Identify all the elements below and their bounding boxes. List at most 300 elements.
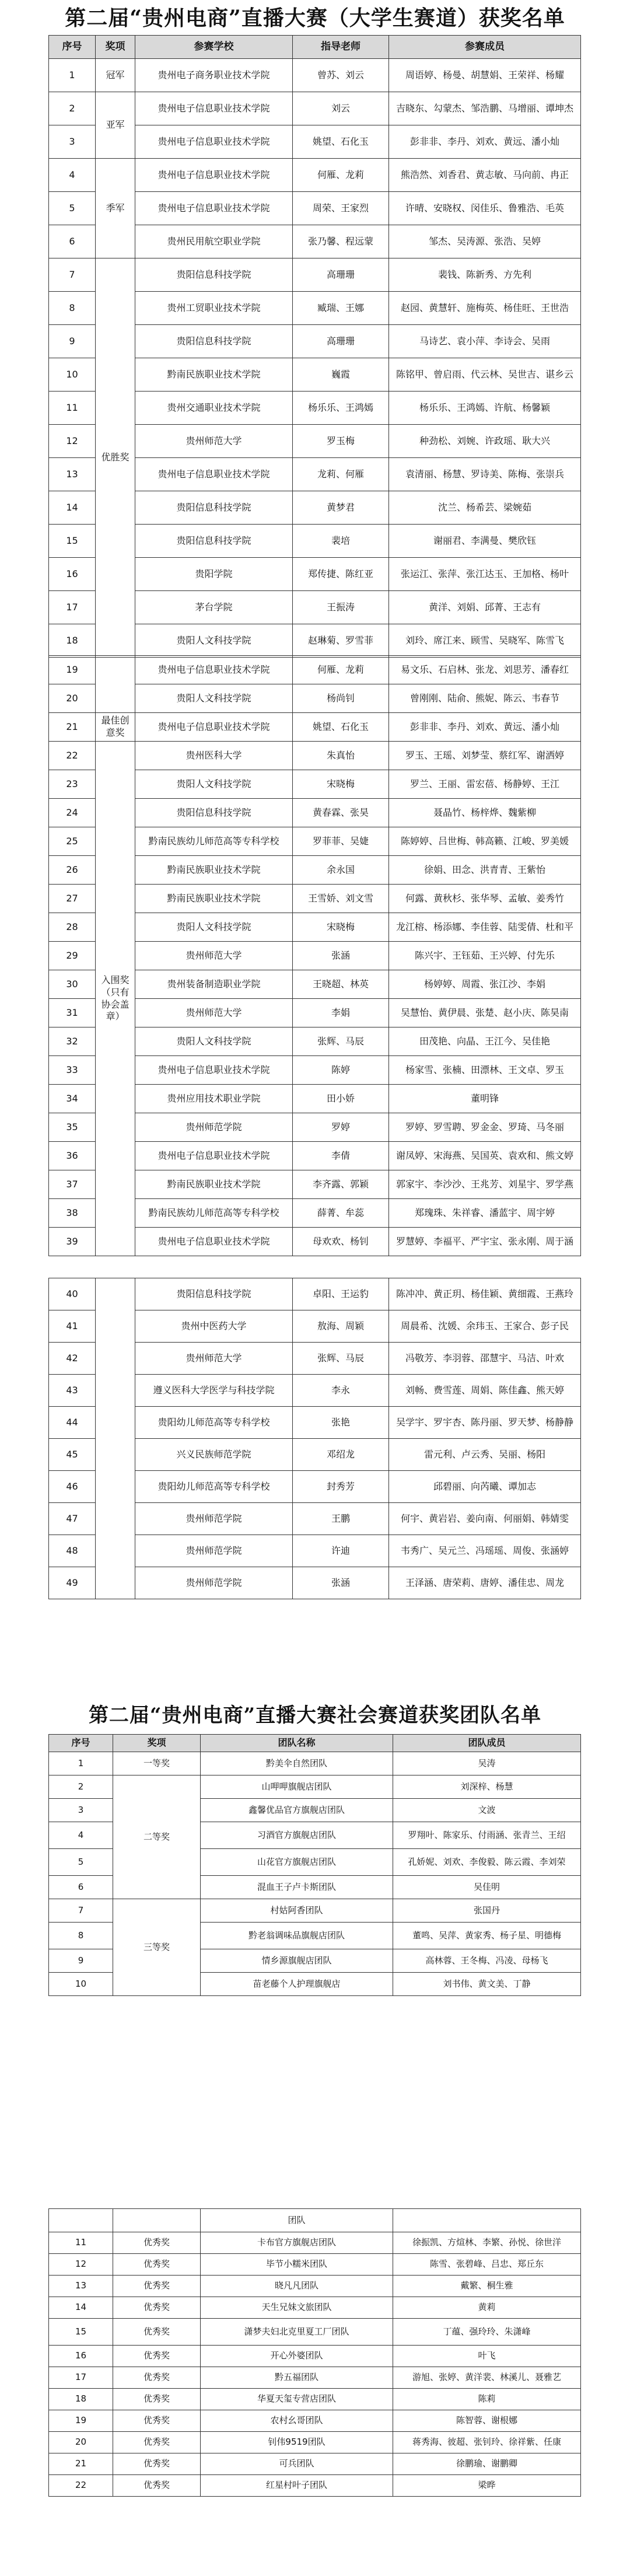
row-no: 43 — [49, 1375, 96, 1407]
row-no: 31 — [49, 999, 96, 1027]
table-row — [49, 713, 581, 742]
teacher-cell: 宋晓梅 — [293, 770, 389, 799]
award-cell: 优秀奖 — [113, 2346, 201, 2367]
award-cell: 冠军 — [96, 59, 135, 92]
school-cell: 贵阳幼儿师范高等专科学校 — [135, 1407, 293, 1439]
table-row — [49, 2254, 581, 2276]
team-members: 文波 — [393, 1799, 581, 1822]
teacher-cell: 巍霞 — [293, 358, 389, 392]
table-row — [49, 742, 581, 770]
school-cell: 贵州电子信息职业技术学院 — [135, 458, 293, 491]
row-no: 1 — [49, 1752, 113, 1775]
school-cell: 黔南民族幼儿师范高等专科学校 — [135, 827, 293, 856]
teacher-cell: 罗玉梅 — [293, 425, 389, 458]
row-no: 36 — [49, 1142, 96, 1170]
row-no: 22 — [49, 2475, 113, 2497]
team-name: 黔美伞自然团队 — [201, 1752, 393, 1775]
table-row — [49, 1775, 581, 1799]
col-header-no: 序号 — [49, 36, 96, 59]
award-cell: 入围奖（只有协会盖章） — [96, 742, 135, 1256]
members-cell: 徐娟、田念、洪青青、王紫怡 — [389, 856, 581, 885]
row-no: 11 — [49, 392, 96, 425]
row-no: 4 — [49, 1822, 113, 1849]
teacher-cell: 王振涛 — [293, 591, 389, 624]
school-cell: 贵州师范大学 — [135, 1343, 293, 1375]
team-members: 董鸣、吴萍、黄家秀、杨子星、明德梅 — [393, 1923, 581, 1949]
members-cell: 袁清丽、杨慧、罗诗美、陈梅、张崇兵 — [389, 458, 581, 491]
members-cell: 彭非非、李丹、刘欢、黄远、潘小灿 — [389, 125, 581, 159]
col-header-members: 参赛成员 — [389, 36, 581, 59]
members-cell: 杨乐乐、王鸿嫣、许航、杨馨颖 — [389, 392, 581, 425]
row-no: 6 — [49, 225, 96, 258]
team-members: 黄莉 — [393, 2297, 581, 2319]
table-row — [49, 1899, 581, 1923]
members-cell: 黄洋、刘娟、邱菁、王志有 — [389, 591, 581, 624]
teacher-cell: 赵琳菊、罗雪菲 — [293, 624, 389, 658]
row-no: 20 — [49, 2432, 113, 2453]
row-no: 34 — [49, 1085, 96, 1113]
col-header-no: 序号 — [49, 1735, 113, 1752]
school-cell: 贵州电子信息职业技术学院 — [135, 125, 293, 159]
row-no: 27 — [49, 885, 96, 913]
row-no: 20 — [49, 684, 96, 713]
members-cell: 罗慧婷、李福平、严宇宝、张永刚、周于涵 — [389, 1228, 581, 1256]
team-members: 刘书伟、黄文美、丁静 — [393, 1973, 581, 1996]
members-cell: 周语婷、杨曼、胡慧娟、王荣祥、杨耀 — [389, 59, 581, 92]
row-no: 21 — [49, 2453, 113, 2475]
award-cell: 优秀奖 — [113, 2475, 201, 2497]
teacher-cell: 王鹏 — [293, 1503, 389, 1535]
award-cell: 优秀奖 — [113, 2367, 201, 2389]
school-cell: 贵州师范学院 — [135, 1113, 293, 1142]
members-cell: 陈冲冲、黄正玥、杨佳颖、黄细霞、王燕玲 — [389, 1278, 581, 1310]
teacher-cell: 薛菁、牟蕊 — [293, 1199, 389, 1228]
team-members: 张国丹 — [393, 1899, 581, 1923]
members-cell: 种劲松、刘婉、许政瑶、耿大兴 — [389, 425, 581, 458]
teacher-cell: 田小娇 — [293, 1085, 389, 1113]
row-no: 21 — [49, 713, 96, 742]
teacher-cell: 张涵 — [293, 942, 389, 970]
school-cell: 黔南民族职业技术学院 — [135, 1170, 293, 1199]
row-no: 42 — [49, 1343, 96, 1375]
members-cell: 刘玲、席江来、顾雪、吴晓军、陈雪飞 — [389, 624, 581, 658]
row-no: 15 — [49, 2319, 113, 2346]
school-cell: 贵州电子信息职业技术学院 — [135, 192, 293, 225]
members-cell: 刘畅、费雪莲、周娟、陈佳鑫、熊天婷 — [389, 1375, 581, 1407]
award-cell: 优秀奖 — [113, 2410, 201, 2432]
row-no: 4 — [49, 159, 96, 192]
teacher-cell: 宋晓梅 — [293, 913, 389, 942]
table-row — [49, 2276, 581, 2297]
members-cell: 沈兰、杨希芸、梁婉茹 — [389, 491, 581, 525]
members-cell: 韦秀广、吴元兰、冯瑶瑶、周俊、张涵婷 — [389, 1535, 581, 1567]
school-cell: 贵州电子信息职业技术学院 — [135, 92, 293, 125]
student-awards-table-part2 — [48, 655, 581, 1256]
team-name: 山呷呷旗舰店团队 — [201, 1775, 393, 1799]
teacher-cell: 刘云 — [293, 92, 389, 125]
table-row — [49, 2410, 581, 2432]
school-cell: 贵阳信息科技学院 — [135, 525, 293, 558]
team-members: 徐鹏瑜、谢鹏卿 — [393, 2453, 581, 2475]
members-cell: 罗婷、罗雪聘、罗金金、罗琦、马冬丽 — [389, 1113, 581, 1142]
col-header-school: 参赛学校 — [135, 36, 293, 59]
row-no: 12 — [49, 425, 96, 458]
table-row — [49, 2232, 581, 2254]
row-no: 14 — [49, 491, 96, 525]
team-members: 戴繁、桐生雅 — [393, 2276, 581, 2297]
school-cell: 茅台学院 — [135, 591, 293, 624]
members-cell: 曾刚刚、陆俞、熊妮、陈云、韦春节 — [389, 684, 581, 713]
members-cell: 易文乐、石启林、张龙、刘思芳、潘春红 — [389, 656, 581, 684]
row-no: 48 — [49, 1535, 96, 1567]
row-no: 11 — [49, 2232, 113, 2254]
table-row — [49, 2475, 581, 2497]
teacher-cell: 余永国 — [293, 856, 389, 885]
school-cell: 贵州电子信息职业技术学院 — [135, 656, 293, 684]
school-cell: 贵州师范大学 — [135, 425, 293, 458]
award-cell: 季军 — [96, 159, 135, 258]
teacher-cell: 张辉、马辰 — [293, 1027, 389, 1056]
table-row — [49, 2319, 581, 2346]
members-cell: 裴钱、陈新秀、方先利 — [389, 258, 581, 292]
team-members: 吴涛 — [393, 1752, 581, 1775]
teacher-cell: 臧瑞、王娜 — [293, 292, 389, 325]
award-cell: 优秀奖 — [113, 2319, 201, 2346]
team-members: 陈莉 — [393, 2389, 581, 2410]
school-cell: 贵州装备制造职业学院 — [135, 970, 293, 999]
row-no: 13 — [49, 2276, 113, 2297]
teacher-cell: 何雁、龙莉 — [293, 159, 389, 192]
table-row — [49, 1278, 581, 1310]
members-cell: 雷元利、卢云秀、吴丽、杨阳 — [389, 1439, 581, 1471]
team-name: 卡布官方旗舰店团队 — [201, 2232, 393, 2254]
school-cell: 贵州电子信息职业技术学院 — [135, 159, 293, 192]
members-cell: 聂晶竹、杨梓烨、魏紫柳 — [389, 799, 581, 827]
school-cell: 贵阳人文科技学院 — [135, 1027, 293, 1056]
student-track-title: 第二届“贵州电商”直播大赛（大学生赛道）获奖名单 — [65, 6, 565, 30]
members-cell: 何宇、黄岩岩、姜向南、何丽娟、韩婧雯 — [389, 1503, 581, 1535]
school-cell: 贵阳信息科技学院 — [135, 1278, 293, 1310]
teacher-cell: 王晓超、林英 — [293, 970, 389, 999]
teacher-cell: 张乃馨、程远蒙 — [293, 225, 389, 258]
school-cell: 贵州电子信息职业技术学院 — [135, 1056, 293, 1085]
row-no: 13 — [49, 458, 96, 491]
members-cell: 杨婷婷、周霞、张江沙、李娟 — [389, 970, 581, 999]
team-name: 钊伟9519团队 — [201, 2432, 393, 2453]
row-no: 39 — [49, 1228, 96, 1256]
table-row — [49, 2432, 581, 2453]
col-header-teacher: 指导老师 — [293, 36, 389, 59]
award-cell: 最佳创意奖 — [96, 713, 135, 742]
row-no: 3 — [49, 125, 96, 159]
school-cell: 贵州电子信息职业技术学院 — [135, 1228, 293, 1256]
team-members: 叶飞 — [393, 2346, 581, 2367]
col-header-team-members: 团队成员 — [393, 1735, 581, 1752]
table-row — [49, 2389, 581, 2410]
award-cell: 三等奖 — [113, 1899, 201, 1996]
award-cell: 优秀奖 — [113, 2254, 201, 2276]
row-no: 19 — [49, 2410, 113, 2432]
row-no: 44 — [49, 1407, 96, 1439]
col-header-team: 团队名称 — [201, 1735, 393, 1752]
teacher-cell: 龙莉、何雁 — [293, 458, 389, 491]
student-awards-table-part3 — [48, 1278, 581, 1599]
school-cell: 兴义民族师范学院 — [135, 1439, 293, 1471]
members-cell: 王泽涵、唐荣莉、唐婷、潘佳忠、周龙 — [389, 1567, 581, 1599]
award-cell: 二等奖 — [113, 1775, 201, 1899]
teacher-cell: 朱真怡 — [293, 742, 389, 770]
col-header-award: 奖项 — [96, 36, 135, 59]
award-cell: 优秀奖 — [113, 2297, 201, 2319]
student-awards-table-part1 — [48, 35, 581, 658]
team-members: 梁晔 — [393, 2475, 581, 2497]
row-no: 9 — [49, 325, 96, 358]
team-name: 村姑阿香团队 — [201, 1899, 393, 1923]
teacher-cell: 陈婷 — [293, 1056, 389, 1085]
team-name: 习酒官方旗舰店团队 — [201, 1822, 393, 1849]
subheader-label: 团队 — [201, 2209, 393, 2232]
team-members: 吴佳明 — [393, 1876, 581, 1899]
table-row — [49, 2297, 581, 2319]
school-cell: 贵州师范学院 — [135, 1567, 293, 1599]
team-members: 陈智蓉、谢根娜 — [393, 2410, 581, 2432]
members-cell: 陈兴宇、王钰茹、王兴婷、付先乐 — [389, 942, 581, 970]
row-no: 49 — [49, 1567, 96, 1599]
teacher-cell: 罗菲菲、吴婕 — [293, 827, 389, 856]
school-cell: 贵州医科大学 — [135, 742, 293, 770]
row-no: 22 — [49, 742, 96, 770]
school-cell: 贵阳人文科技学院 — [135, 913, 293, 942]
teacher-cell: 李齐露、郭颖 — [293, 1170, 389, 1199]
row-no: 9 — [49, 1949, 113, 1973]
award-cell: 亚军 — [96, 92, 135, 159]
team-name: 黔五福团队 — [201, 2367, 393, 2389]
row-no: 32 — [49, 1027, 96, 1056]
row-no: 16 — [49, 2346, 113, 2367]
row-no: 12 — [49, 2254, 113, 2276]
teacher-cell: 张艳 — [293, 1407, 389, 1439]
members-cell: 董明锋 — [389, 1085, 581, 1113]
members-cell: 张运江、张萍、张江达玉、王加格、杨叶 — [389, 558, 581, 591]
table-row — [49, 92, 581, 125]
school-cell: 贵州电子商务职业技术学院 — [135, 59, 293, 92]
blank-cell — [49, 2209, 113, 2232]
award-cell — [96, 1278, 135, 1599]
row-no: 35 — [49, 1113, 96, 1142]
school-cell: 贵州师范学院 — [135, 1503, 293, 1535]
members-cell: 郑瑰珠、朱祥睿、潘蓝宇、周宇婷 — [389, 1199, 581, 1228]
school-cell: 贵州师范大学 — [135, 999, 293, 1027]
members-cell: 陈婷婷、吕世梅、韩高籁、江峻、罗美媛 — [389, 827, 581, 856]
school-cell: 贵阳人文科技学院 — [135, 684, 293, 713]
team-members: 罗翔叶、陈家乐、付雨涵、张青兰、王绍 — [393, 1822, 581, 1849]
members-cell: 吴慧怡、黄伊晨、张楚、赵小庆、陈昊南 — [389, 999, 581, 1027]
members-cell: 何露、黄秋杉、张华琴、孟敏、姜秀竹 — [389, 885, 581, 913]
table-row — [49, 258, 581, 292]
school-cell: 贵州交通职业技术学院 — [135, 392, 293, 425]
members-cell: 郭家宇、李沙沙、王兆芳、刘星宇、罗学燕 — [389, 1170, 581, 1199]
row-no: 10 — [49, 1973, 113, 1996]
teacher-cell: 卓阳、王运豹 — [293, 1278, 389, 1310]
team-members: 刘深梓、杨慧 — [393, 1775, 581, 1799]
members-cell: 邱碧丽、向芮曦、谭加志 — [389, 1471, 581, 1503]
school-cell: 遵义医科大学医学与科技学院 — [135, 1375, 293, 1407]
award-cell — [96, 656, 135, 713]
school-cell: 贵阳幼儿师范高等专科学校 — [135, 1471, 293, 1503]
team-members: 游旭、张婷、黄洋裴、林溪儿、聂雅艺 — [393, 2367, 581, 2389]
teacher-cell: 杨尚钊 — [293, 684, 389, 713]
row-no: 10 — [49, 358, 96, 392]
teacher-cell: 李倩 — [293, 1142, 389, 1170]
members-cell: 熊浩然、刘香君、黄志敏、马向前、冉正 — [389, 159, 581, 192]
school-cell: 黔南民族职业技术学院 — [135, 856, 293, 885]
members-cell: 罗兰、王丽、雷宏蓓、杨静婷、王江 — [389, 770, 581, 799]
social-awards-table — [48, 1734, 581, 1996]
school-cell: 贵州师范学院 — [135, 1535, 293, 1567]
school-cell: 贵阳人文科技学院 — [135, 624, 293, 658]
row-no: 23 — [49, 770, 96, 799]
teacher-cell: 杨乐乐、王鸿嫣 — [293, 392, 389, 425]
teacher-cell: 姚望、石化玉 — [293, 125, 389, 159]
row-no: 5 — [49, 192, 96, 225]
members-cell: 谢丽君、李满曼、樊欣钰 — [389, 525, 581, 558]
award-cell: 优秀奖 — [113, 2232, 201, 2254]
school-cell: 黔南民族职业技术学院 — [135, 885, 293, 913]
row-no: 1 — [49, 59, 96, 92]
members-cell: 田茂艳、向晶、王江今、吴佳艳 — [389, 1027, 581, 1056]
team-members: 徐振凯、方煊林、李繁、孙悦、徐世洋 — [393, 2232, 581, 2254]
team-name: 农村幺哥团队 — [201, 2410, 393, 2432]
school-cell: 贵阳信息科技学院 — [135, 799, 293, 827]
members-cell: 吉晓东、勾蒙杰、邹浩鹏、马增丽、谭坤杰 — [389, 92, 581, 125]
teacher-cell: 郑传捷、陈红亚 — [293, 558, 389, 591]
row-no: 41 — [49, 1310, 96, 1343]
row-no: 16 — [49, 558, 96, 591]
team-name: 可兵团队 — [201, 2453, 393, 2475]
team-members: 高林蓉、王冬梅、冯凌、母杨飞 — [393, 1949, 581, 1973]
team-members: 丁蕴、强玲玲、朱潇峰 — [393, 2319, 581, 2346]
school-cell: 贵州电子信息职业技术学院 — [135, 713, 293, 742]
members-cell: 陈铭甲、曾启雨、代云林、吴世吉、谌乡云 — [389, 358, 581, 392]
school-cell: 黔南民族职业技术学院 — [135, 358, 293, 392]
teacher-cell: 高珊珊 — [293, 325, 389, 358]
row-no: 17 — [49, 2367, 113, 2389]
members-cell: 冯敬芳、李羽蓉、邵慧宇、马洁、叶欢 — [389, 1343, 581, 1375]
members-cell: 邹杰、吴涛源、张浩、吴婷 — [389, 225, 581, 258]
team-name: 毕节小糯米团队 — [201, 2254, 393, 2276]
school-cell: 黔南民族幼儿师范高等专科学校 — [135, 1199, 293, 1228]
award-cell: 优胜奖 — [96, 258, 135, 658]
team-name: 情乡源旗舰店团队 — [201, 1949, 393, 1973]
teacher-cell: 封秀芳 — [293, 1471, 389, 1503]
row-no: 18 — [49, 2389, 113, 2410]
table-row — [49, 2367, 581, 2389]
row-no: 47 — [49, 1503, 96, 1535]
blank-cell — [393, 2209, 581, 2232]
teacher-cell: 敖海、周颖 — [293, 1310, 389, 1343]
row-no: 30 — [49, 970, 96, 999]
award-cell: 优秀奖 — [113, 2276, 201, 2297]
row-no: 5 — [49, 1849, 113, 1876]
team-name: 天生兄妹文旅团队 — [201, 2297, 393, 2319]
school-cell: 贵阳人文科技学院 — [135, 770, 293, 799]
table-row — [49, 59, 581, 92]
members-cell: 罗玉、王瑶、刘梦莹、蔡红军、谢洒婷 — [389, 742, 581, 770]
members-cell: 赵园、黄慧轩、施梅英、杨佳旺、王世浩 — [389, 292, 581, 325]
table-row — [49, 656, 581, 684]
row-no: 28 — [49, 913, 96, 942]
row-no: 45 — [49, 1439, 96, 1471]
row-no: 7 — [49, 1899, 113, 1923]
award-cell: 优秀奖 — [113, 2453, 201, 2475]
row-no: 2 — [49, 92, 96, 125]
table-subheader-row — [49, 2209, 581, 2232]
row-no: 24 — [49, 799, 96, 827]
members-cell: 周晨希、沈媛、余玮玉、王家合、彭子民 — [389, 1310, 581, 1343]
team-name: 晓凡凡团队 — [201, 2276, 393, 2297]
award-cell: 一等奖 — [113, 1752, 201, 1775]
team-name: 苗老藤个人护理旗舰店 — [201, 1973, 393, 1996]
row-no: 40 — [49, 1278, 96, 1310]
team-name: 潇梦夫妇北克里夏工厂团队 — [201, 2319, 393, 2346]
blank-cell — [113, 2209, 201, 2232]
row-no: 7 — [49, 258, 96, 292]
school-cell: 贵州应用技术职业学院 — [135, 1085, 293, 1113]
school-cell: 贵州师范大学 — [135, 942, 293, 970]
row-no: 2 — [49, 1775, 113, 1799]
teacher-cell: 张涵 — [293, 1567, 389, 1599]
members-cell: 许晴、安晓权、闵佳乐、鲁雅浩、毛英 — [389, 192, 581, 225]
row-no: 19 — [49, 656, 96, 684]
team-name: 黔老翁调味品旗舰店团队 — [201, 1923, 393, 1949]
teacher-cell: 周荣、王家烈 — [293, 192, 389, 225]
row-no: 37 — [49, 1170, 96, 1199]
teacher-cell: 何雁、龙莉 — [293, 656, 389, 684]
team-name: 华夏天玺专营店团队 — [201, 2389, 393, 2410]
row-no: 8 — [49, 1923, 113, 1949]
team-members: 孔娇妮、刘欢、李俊毅、陈云霞、李刘荣 — [393, 1849, 581, 1876]
school-cell: 贵州工贸职业技术学院 — [135, 292, 293, 325]
row-no: 8 — [49, 292, 96, 325]
school-cell: 贵阳学院 — [135, 558, 293, 591]
table-row — [49, 1752, 581, 1775]
row-no: 6 — [49, 1876, 113, 1899]
row-no: 26 — [49, 856, 96, 885]
team-name: 鑫馨优品官方旗舰店团队 — [201, 1799, 393, 1822]
row-no: 15 — [49, 525, 96, 558]
teacher-cell: 邓绍龙 — [293, 1439, 389, 1471]
row-no: 18 — [49, 624, 96, 658]
team-name: 红星村叶子团队 — [201, 2475, 393, 2497]
row-no: 38 — [49, 1199, 96, 1228]
members-cell: 龙江榕、杨添娜、李佳蓉、陆雯倩、杜和平 — [389, 913, 581, 942]
row-no: 17 — [49, 591, 96, 624]
school-cell: 贵阳信息科技学院 — [135, 325, 293, 358]
teacher-cell: 李娟 — [293, 999, 389, 1027]
teacher-cell: 许迪 — [293, 1535, 389, 1567]
team-name: 山花官方旗舰店团队 — [201, 1849, 393, 1876]
members-cell: 谢凤婷、宋海燕、吴国英、袁欢和、熊文婷 — [389, 1142, 581, 1170]
table-row — [49, 2346, 581, 2367]
team-members: 陈雪、张碧峰、吕忠、郑丘东 — [393, 2254, 581, 2276]
row-no: 29 — [49, 942, 96, 970]
team-name: 开心外婆团队 — [201, 2346, 393, 2367]
members-cell: 彭非非、李丹、刘欢、黄远、潘小灿 — [389, 713, 581, 742]
col-header-award: 奖项 — [113, 1735, 201, 1752]
teacher-cell: 张辉、马辰 — [293, 1343, 389, 1375]
row-no: 14 — [49, 2297, 113, 2319]
award-cell: 优秀奖 — [113, 2389, 201, 2410]
